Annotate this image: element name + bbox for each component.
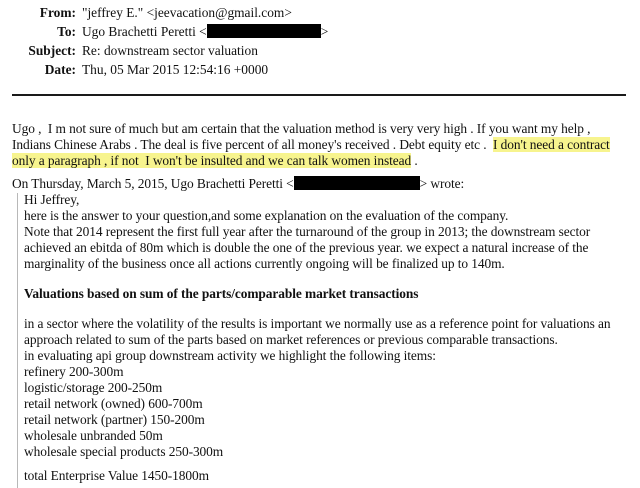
valuation-item-wholesale-unbranded: wholesale unbranded 50m: [24, 428, 163, 443]
reply-line-2: [12, 137, 610, 153]
redaction-block: [294, 176, 420, 190]
redaction-block: [207, 24, 321, 38]
reply-line-2-text: Indians Chinese Arabs . The deal is five percent of all money's received . Debt equity etc .: [12, 137, 494, 152]
reply-line-3: [12, 153, 418, 169]
quoted-line: approach related to sum of the parts based on market references or previous comparable transactions.: [24, 332, 558, 347]
valuation-item-logistic: logistic/storage 200-250m: [24, 380, 163, 395]
to-value: [82, 24, 328, 40]
subject-value: Re: downstream sector valuation: [82, 43, 258, 58]
to-close: >: [320, 24, 329, 39]
quoted-line: achieved an ebitda of 80m which is double the one of the previous year. we expect a natural increase of the: [24, 240, 589, 255]
quoted-line: marginality of the business once all actions currently ongoing will be finalized up to 140m.: [24, 256, 505, 271]
quoted-line: here is the answer to your question,and some explanation on the evaluation of the company.: [24, 208, 509, 223]
quote-attribution-prefix: On Thursday, March 5, 2015, Ugo Brachetti Peretti <: [12, 176, 294, 191]
quote-attribution-suffix: > wrote:: [419, 176, 465, 191]
from-label: From:: [39, 5, 76, 20]
date-label: Date:: [44, 62, 76, 77]
quoted-line: in a sector where the volatility of the results is important we normally use as a reference point for valuations an: [24, 316, 611, 331]
to-label: To:: [57, 24, 76, 39]
quoted-greeting: Hi Jeffrey,: [24, 192, 80, 207]
highlighted-text: only a paragraph , if not I won't be insulted and we can talk women instead: [12, 153, 412, 168]
date-value: Thu, 05 Mar 2015 12:54:16 +0000: [82, 62, 269, 77]
total-enterprise-value: total Enterprise Value 1450-1800m: [24, 468, 209, 483]
valuation-item-retail-partner: retail network (partner) 150-200m: [24, 412, 205, 427]
valuation-item-wholesale-special: wholesale special products 250-300m: [24, 444, 224, 459]
quoted-line: Note that 2014 represent the first full year after the turnaround of the group in 2013; the downstream sector: [24, 224, 591, 239]
reply-line-1: Ugo , I m not sure of much but am certain that the valuation method is very very high . If you want my help ,: [12, 121, 591, 136]
quote-attribution: [12, 176, 464, 192]
reply-line-3-tail: .: [411, 153, 418, 168]
to-name: Ugo Brachetti Peretti <: [82, 24, 207, 39]
quote-bar: [17, 193, 18, 488]
subject-label: Subject:: [28, 43, 76, 58]
from-value: "jeffrey E." <jeevacation@gmail.com>: [82, 5, 292, 20]
quoted-line: in evaluating api group downstream activity we highlight the following items:: [24, 348, 436, 363]
valuation-item-retail-owned: retail network (owned) 600-700m: [24, 396, 203, 411]
valuation-item-refinery: refinery 200-300m: [24, 364, 124, 379]
section-heading: Valuations based on sum of the parts/comparable market transactions: [24, 286, 419, 301]
highlighted-text: I don't need a contract: [493, 137, 610, 152]
header-divider: [12, 94, 626, 96]
